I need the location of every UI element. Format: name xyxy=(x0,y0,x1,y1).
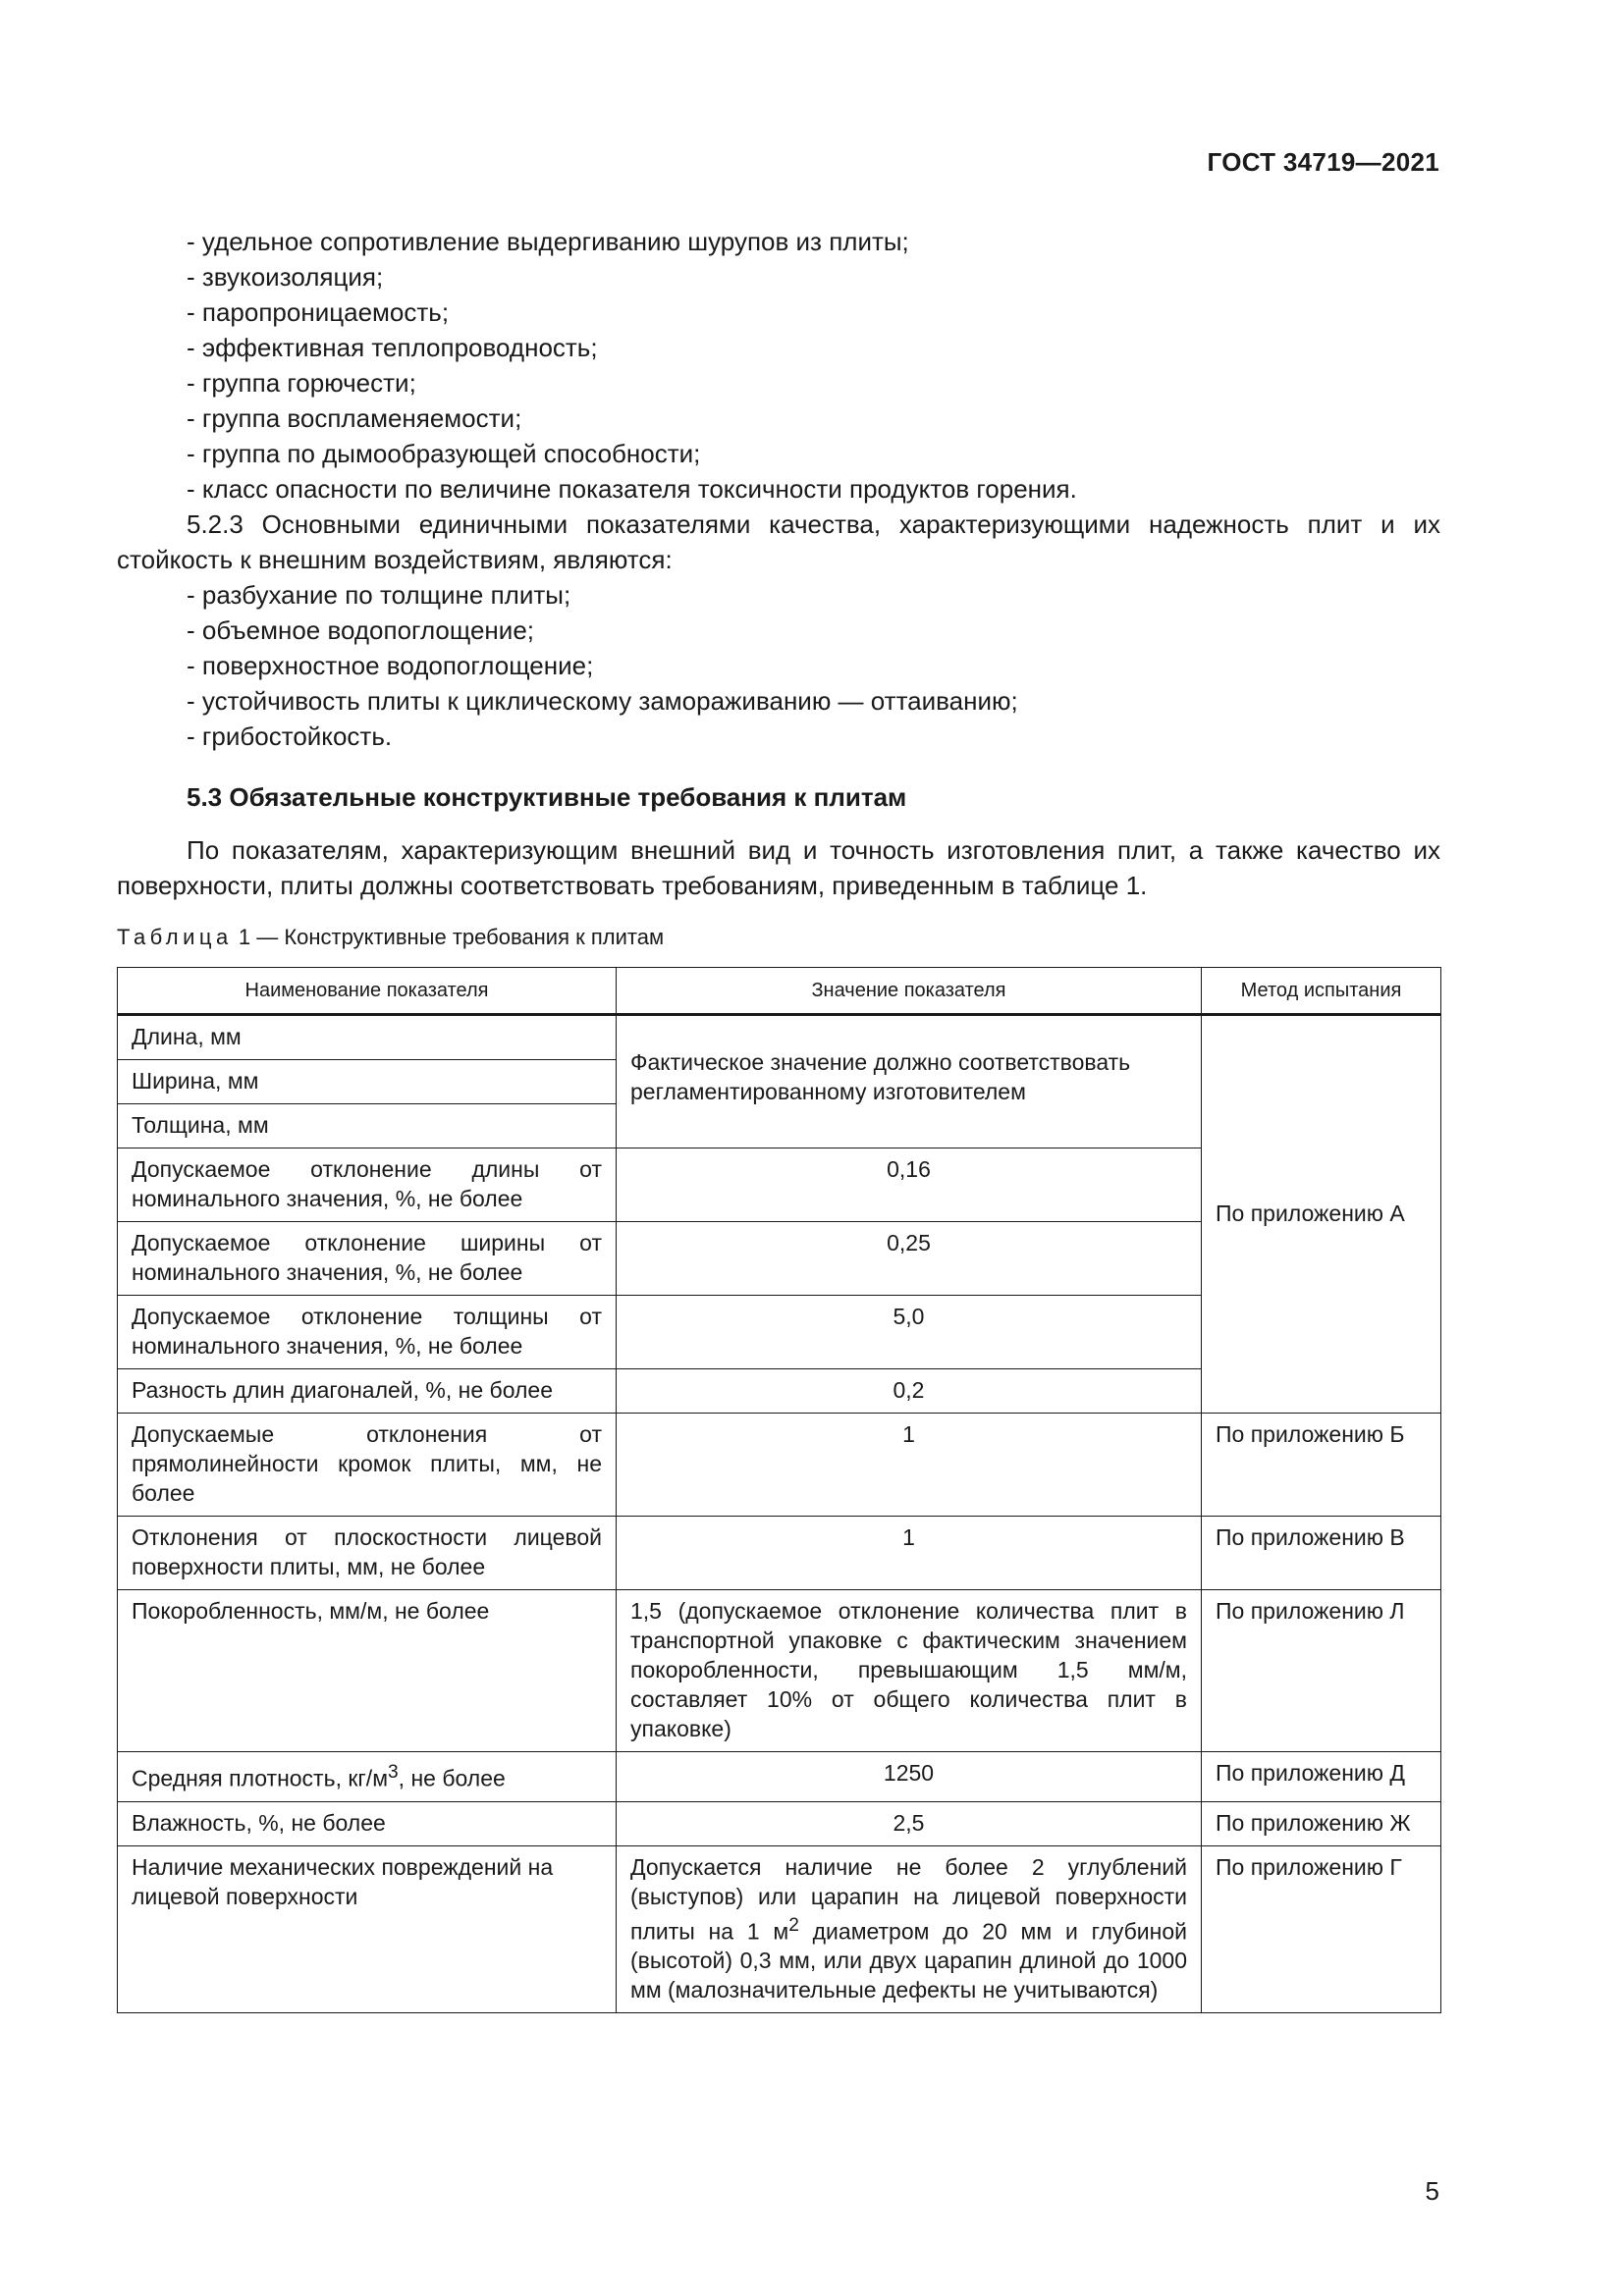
table-row xyxy=(118,1517,1441,1590)
row-value-moisture: 2,5 xyxy=(617,1801,1202,1845)
paragraph-5-2-3: 5.2.3 Основными единичными показателями качества, характеризующими надежность плит и их стойкость к внешним воздействиям, являются: xyxy=(117,509,1440,574)
row-name-warp: Покоробленность, мм/м, не более xyxy=(118,1590,617,1752)
row-value-flat: 1 xyxy=(617,1517,1202,1590)
list-item: - паропроницаемость; xyxy=(187,297,450,327)
list-item: - группа горючести; xyxy=(187,368,416,398)
list-item: - группа воспламеняемости; xyxy=(187,403,522,433)
table-caption-text: 1 — Конструктивные требования к плитам xyxy=(232,925,665,949)
list-item: - звукоизоляция; xyxy=(187,262,384,292)
column-header-value: Значение показателя xyxy=(617,968,1202,1015)
table-header-row xyxy=(118,968,1441,1015)
row-name-damage: Наличие механических повреждений на лицевой поверхности xyxy=(118,1845,617,2013)
row-value-warp: 1,5 (допускаемое отклонение количества плит в транспортной упаковке с фактическим значением покоробленности, превышающим 1,5 мм/м, составляет 10% от общего количества плит в упаковке) xyxy=(617,1590,1202,1752)
table-caption xyxy=(117,925,664,950)
row-value-diag: 0,2 xyxy=(617,1369,1202,1414)
density-name-superscript: 3 xyxy=(388,1762,399,1783)
table-row xyxy=(118,1752,1441,1802)
row-value-edge: 1 xyxy=(617,1414,1202,1517)
list-item: - группа по дымообразующей способности; xyxy=(187,439,701,468)
table-row xyxy=(118,1590,1441,1752)
row-name-moisture: Влажность, %, не более xyxy=(118,1801,617,1845)
table-row xyxy=(118,1845,1441,2013)
row-value-dev-thickness: 5,0 xyxy=(617,1296,1202,1369)
row-value-density: 1250 xyxy=(617,1752,1202,1802)
row-name-width: Ширина, мм xyxy=(118,1060,617,1104)
damage-value-superscript: 2 xyxy=(788,1914,799,1936)
row-value-dev-width: 0,25 xyxy=(617,1222,1202,1296)
density-name-suffix: , не более xyxy=(398,1765,506,1791)
row-name-dev-length: Допускаемое отклонение длины от номинального значения, %, не более xyxy=(118,1148,617,1222)
row-name-dev-width: Допускаемое отклонение ширины от номинального значения, %, не более xyxy=(118,1222,617,1296)
column-header-name: Наименование показателя xyxy=(118,968,617,1015)
paragraph-5-3: По показателям, характеризующим внешний вид и точность изготовления плит, а также качество их поверхности, плиты должны соответствовать требованиям, приведенным в таблице 1. xyxy=(117,835,1440,900)
row-name-length: Длина, мм xyxy=(118,1015,617,1060)
row-method-flat: По приложению В xyxy=(1202,1517,1441,1590)
row-method-moisture: По приложению Ж xyxy=(1202,1801,1441,1845)
row-method-warp: По приложению Л xyxy=(1202,1590,1441,1752)
table-row xyxy=(118,1801,1441,1845)
damage-value-text: Допускается наличие не более 2 углублений (выступов) или царапин на лицевой поверхности плиты на 1 м xyxy=(630,1853,1187,1945)
damage-value-suffix: диаметром до 20 мм и глубиной (высотой) 0,3 мм, или двух царапин длиной до 1000 мм (малозначительные дефекты не учитываются) xyxy=(630,1918,1187,2003)
row-method-damage: По приложению Г xyxy=(1202,1845,1441,2013)
list-item: - разбухание по толщине плиты; xyxy=(187,580,571,610)
body-text xyxy=(117,224,1440,903)
density-name-text: Средняя плотность, кг/м xyxy=(132,1765,389,1791)
column-header-method: Метод испытания xyxy=(1202,968,1441,1015)
row-name-thickness: Толщина, мм xyxy=(118,1104,617,1148)
row-value-dev-length: 0,16 xyxy=(617,1148,1202,1222)
row-name-edge: Допускаемые отклонения от прямолинейности кромок плиты, мм, не более xyxy=(118,1414,617,1517)
list-item: - удельное сопротивление выдергиванию шурупов из плиты; xyxy=(187,227,909,256)
table-row xyxy=(118,1015,1441,1060)
row-name-flat: Отклонения от плоскостности лицевой поверхности плиты, мм, не более xyxy=(118,1517,617,1590)
list-item: - класс опасности по величине показателя токсичности продуктов горения. xyxy=(187,474,1077,504)
list-item: - поверхностное водопоглощение; xyxy=(187,651,594,680)
method-appendix-a: По приложению А xyxy=(1202,1015,1441,1414)
requirements-table xyxy=(117,967,1441,2013)
list-item: - объемное водопоглощение; xyxy=(187,615,534,645)
section-heading-5-3: 5.3 Обязательные конструктивные требования к плитам xyxy=(187,782,907,812)
list-item: - устойчивость плиты к циклическому замораживанию — оттаиванию; xyxy=(187,686,1018,716)
list-item: - грибостойкость. xyxy=(187,721,393,751)
row-value-damage xyxy=(617,1845,1202,2013)
table-caption-word: Таблица xyxy=(117,925,233,949)
row-name-diag: Разность длин диагоналей, %, не более xyxy=(118,1369,617,1414)
dims-value-cell: Фактическое значение должно соответствовать регламентированному изготовителем xyxy=(617,1015,1202,1148)
document-code: ГОСТ 34719—2021 xyxy=(1207,147,1439,177)
page-number: 5 xyxy=(1425,2176,1439,2206)
row-name-dev-thickness: Допускаемое отклонение толщины от номинального значения, %, не более xyxy=(118,1296,617,1369)
row-name-density xyxy=(118,1752,617,1802)
list-item: - эффективная теплопроводность; xyxy=(187,333,598,362)
row-method-density: По приложению Д xyxy=(1202,1752,1441,1802)
table-row xyxy=(118,1414,1441,1517)
row-method-edge: По приложению Б xyxy=(1202,1414,1441,1517)
